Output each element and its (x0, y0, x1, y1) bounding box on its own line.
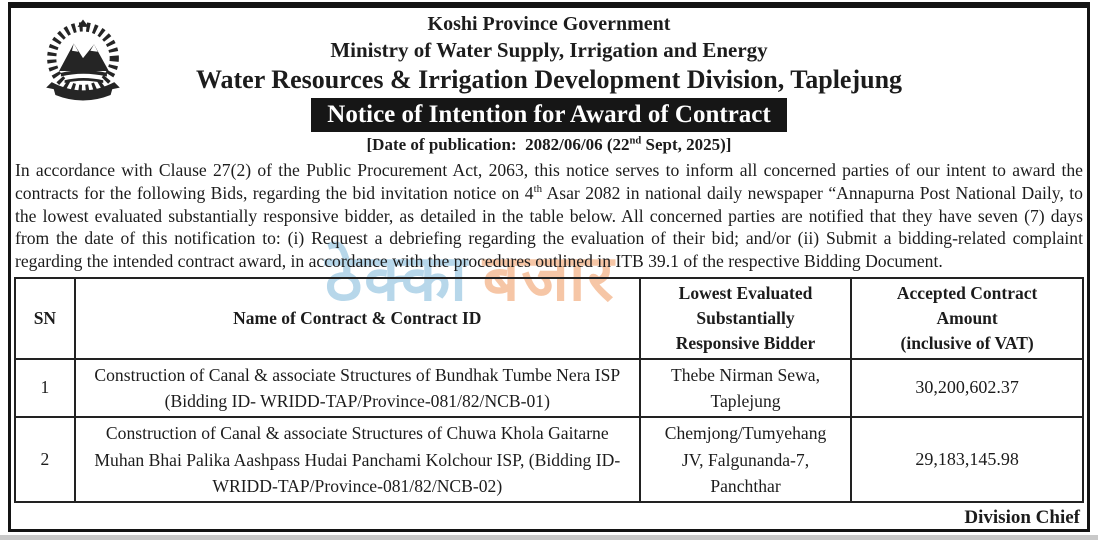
row1-amount: 30,200,602.37 (851, 359, 1083, 418)
government-emblem-icon (27, 14, 139, 106)
row1-bidder-line1: Thebe Nirman Sewa, (671, 364, 821, 385)
column-header-bidder-line2: Substantially (696, 307, 795, 328)
notice-body-text-2: Asar 2082 in national daily newspaper “Annapurna Post National Daily, to the lowest evaluated substantially responsive bidder, as detailed in the table below. All concerned parties are notified that they have seven (7) days from the date of this notification to: (i) Request a debriefing regarding the evaluation of their bid; and/or (ii) Submit a bidding-related complaint regarding the intended contract award, in accordance with the procedures outlined in ITB 39.1 of the respective Bidding Document. (15, 182, 1083, 272)
row2-sn: 2 (15, 417, 75, 502)
contracts-table (14, 277, 1084, 503)
signature-title: Division Chief (964, 507, 1080, 529)
row2-bidder-line1: Chemjong/Tumyehang (664, 423, 827, 444)
row2-contract-name: Construction of Canal & associate Structures of Chuwa Khola Gaitarne Muhan Bhai Palika Aashpass Hudai Panchami Kolchour ISP, (Bidding ID- WRIDD-TAP/Province-081/82/NCB-02) (75, 417, 640, 502)
column-header-amount-line1: Accepted Contract (896, 282, 1038, 303)
publication-date-year: Sept, 2025)] (641, 135, 732, 154)
row1-sn: 1 (15, 359, 75, 418)
row2-amount: 29,183,145.98 (851, 417, 1083, 502)
column-header-contract-name (75, 278, 640, 359)
row2-bidder-line3: Panchthar (710, 476, 781, 497)
column-header-bidder-line3: Responsive Bidder (675, 332, 816, 353)
table-header-row (15, 278, 1083, 359)
row1-bidder-line2: Taplejung (710, 390, 781, 411)
contracts-table-header (15, 278, 1083, 359)
notice-banner-row (14, 98, 1084, 132)
notice-body-text-1: In accordance with Clause 27(2) of the Public Procurement Act, 2063, this notice serves to inform all concerned parties of our intent to award the contracts for the following Bids, regarding the bid invitation notice on 4 (15, 160, 1083, 203)
column-header-bidder (640, 278, 851, 359)
table-row (15, 417, 1083, 502)
watermark-word-1: ठेक्का (325, 242, 469, 316)
org-name-line1: Koshi Province Government (427, 13, 671, 35)
row1-contract-name: Construction of Canal & associate Structures of Bundhak Tumbe Nera ISP (Bidding ID- WRIDD-TAP/Province-081/82/NCB-01) (75, 359, 640, 418)
column-header-amount-line2: Amount (936, 307, 998, 328)
publication-date-text: [Date of publication: 2082/06/06 (22 (366, 135, 630, 154)
publication-date (14, 134, 1084, 156)
publication-date-ordinal: nd (629, 135, 642, 147)
column-header-contract-name-label: Name of Contract & Contract ID (233, 307, 482, 328)
table-row (15, 359, 1083, 418)
notice-body-ordinal: th (533, 182, 543, 195)
column-header-sn (15, 278, 75, 359)
notice-content (11, 8, 1087, 529)
column-header-amount (851, 278, 1083, 359)
scan-edge (0, 535, 1098, 540)
notice-body-paragraph (15, 159, 1083, 273)
watermark-word-2: बजार (482, 242, 616, 316)
column-header-sn-label: SN (33, 307, 57, 328)
column-header-amount-line3: (inclusive of VAT) (900, 332, 1034, 353)
row2-bidder-line2: JV, Falgunanda-7, (681, 449, 810, 470)
row2-bidder (640, 417, 851, 502)
org-name-line3: Water Resources & Irrigation Development Division, Taplejung (195, 65, 903, 94)
row1-bidder (640, 359, 851, 418)
column-header-bidder-line1: Lowest Evaluated (678, 282, 813, 303)
org-name-line2: Ministry of Water Supply, Irrigation and Energy (330, 38, 768, 62)
notice-document (8, 2, 1090, 532)
notice-title-banner: Notice of Intention for Award of Contract (311, 98, 786, 132)
